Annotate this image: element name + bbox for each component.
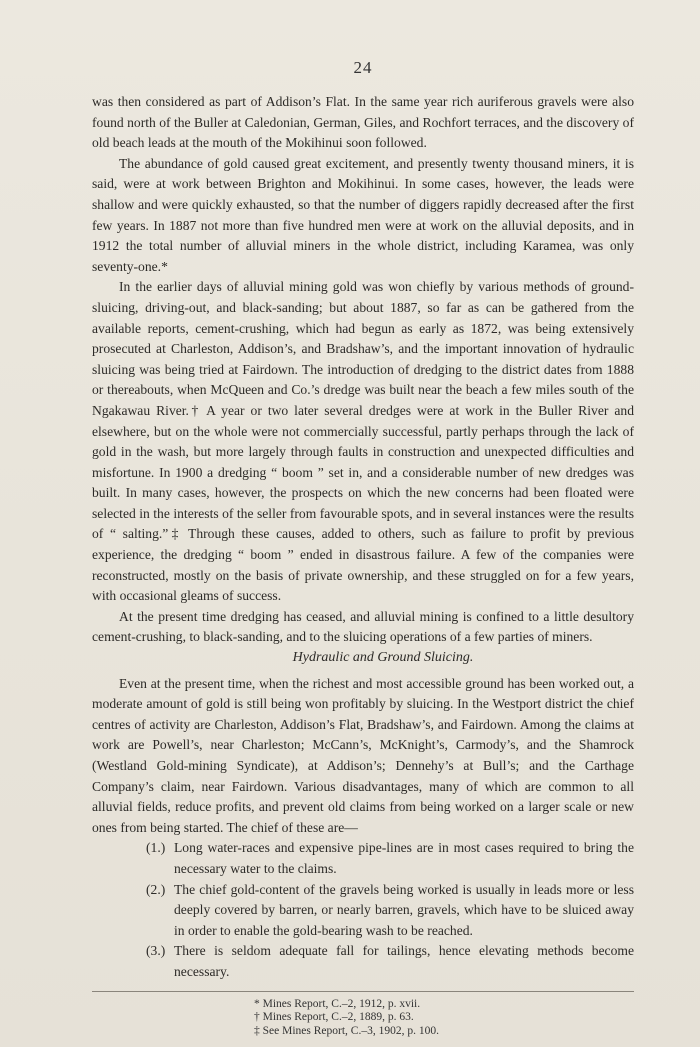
paragraph: The abundance of gold caused great excitement, and presently twenty thousand miners, it is said, were at work between Brighton and Mokihinui. In some cases, however, the leads were shallow and were quickly exhausted, so that the number of diggers rapidly decreased after the first few years. In 1887 not more than five hundred men were at work on the alluvial deposits, and in 1912 the total number of alluvial miners in the whole district, including Karamea, was only seventy-one.* (92, 155, 634, 274)
footnote-divider (92, 991, 634, 992)
body-text (92, 92, 634, 983)
paragraph: At the present time dredging has ceased, and alluvial mining is confined to a little desultory cement-crushing, to black-sanding, and to the sluicing operations of a few parties of miners. (92, 608, 634, 645)
section-paragraph: Even at the present time, when the richest and most accessible ground has been worked out, a moderate amount of gold is still being won profitably by sluicing. In the Westport district the chief centres of activity are Charleston, Addison’s Flat, Bradshaw’s, and Fairdown. Among the claims at work are Powell’s, near Charleston; McCann’s, McKnight’s, Carmody’s, and the Shamrock (Westland Gold-mining Syndicate), at Addison’s; Dennehy’s at Bull’s; and the Carthage Company’s claim, near Fairdown. Various disadvantages, many of which are common to all alluvial fields, reduce profits, and prevent old claims from being worked on a larger scale or new ones from being started. The chief of these are— (92, 675, 634, 835)
footnote: * Mines Report, C.–2, 1912, p. xvii. (254, 997, 421, 1010)
reasons-list (92, 838, 634, 982)
list-item-number: (1.) (146, 840, 166, 856)
footnote: ‡ See Mines Report, C.–3, 1902, p. 100. (254, 1024, 439, 1037)
footnote: † Mines Report, C.–2, 1889, p. 63. (254, 1011, 414, 1024)
paragraph: In the earlier days of alluvial mining gold was won chiefly by various methods of ground-sluicing, driving-out, and black-sanding; but about 1887, so far as can be gathered from the available reports, cement-crushing, which had begun as early as 1872, was being extensively prosecuted at Charleston, Addison’s, and Bradshaw’s, and the important innovation of hydraulic sluicing was being tried at Fairdown. The introduction of dredging to the district dates from 1888 or thereabouts, when McQueen and Co.’s dredge was built near the beach a few miles south of the Ngakawau River.† A year or two later several dredges were at work in the Buller River and elsewhere, but on the whole were not commercially successful, partly perhaps through the lack of gold in the wash, but more largely through faults in construction and unexpected difficulties and misfortune. In 1900 a dredging “ boom ” set in, and a considerable number of new dredges was built. In many cases, however, the prospects on which the new concerns had been floated were selected in the interests of the seller from favourable spots, and in several instances were the results of “ salting.”‡ Through these causes, added to others, such as failure to profit by previous experience, the dredging “ boom ” ended in disastrous failure. A few of the companies were reconstructed, mostly on the basis of private ownership, and these struggled on for a few years, with occasional gleams of success. (92, 279, 634, 604)
paragraph: was then considered as part of Addison’s Flat. In the same year rich auriferous gravels were also found north of the Buller at Caledonian, German, Giles, and Rochfort terraces, and the discovery of old beach leads at the mouth of the Mokihinui soon followed. (92, 94, 634, 151)
list-item-text: The chief gold-content of the gravels being worked is usually in leads more or less deeply covered by barren, or nearly barren, gravels, which have to be sluiced away in order to enable the gold-bearing wash to be reached. (174, 881, 634, 938)
list-item-text: Long water-races and expensive pipe-lines are in most cases required to bring the necessary water to the claims. (174, 840, 634, 876)
list-item-text: There is seldom adequate fall for tailings, hence elevating methods become necessary. (174, 943, 634, 979)
list-item (146, 941, 634, 982)
list-item (146, 838, 634, 879)
list-item-number: (2.) (146, 881, 166, 897)
list-item (146, 880, 634, 942)
section-heading: Hydraulic and Ground Sluicing. (292, 650, 474, 666)
footnotes (92, 998, 634, 1039)
list-item-number: (3.) (146, 943, 166, 959)
page-number: 24 (353, 58, 373, 77)
